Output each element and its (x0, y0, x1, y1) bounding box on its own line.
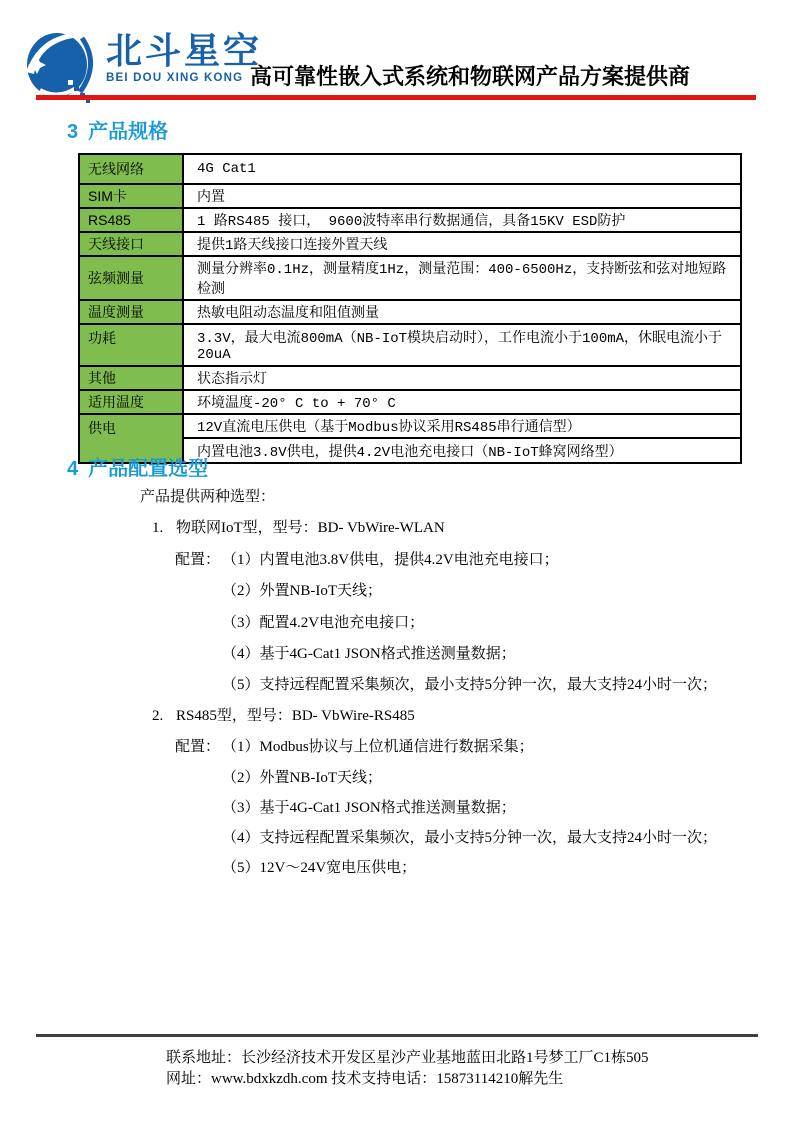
header-red-divider (36, 95, 756, 100)
table-row (79, 232, 741, 256)
table-row (79, 184, 741, 208)
spec-label: 温度测量 (79, 300, 183, 324)
spec-table (78, 153, 742, 464)
option-2-title: RS485型，型号：BD- VbWire-RS485 (176, 708, 415, 724)
spec-value: 热敏电阻动态温度和阻值测量 (183, 300, 741, 324)
company-logo (24, 26, 262, 104)
table-row (79, 256, 741, 300)
config-item: （5）支持远程配置采集频次，最小支持5分钟一次，最大支持24小时一次； (222, 677, 718, 693)
spec-label: RS485 (79, 208, 183, 232)
footer-divider (36, 1034, 758, 1037)
config-item: （5）12V～24V宽电压供电； (222, 860, 417, 876)
section4-number: 4 (67, 458, 79, 480)
config-item: （3）配置4.2V电池充电接口； (222, 615, 425, 631)
option-1-index: 1. (152, 520, 164, 536)
table-row (79, 300, 741, 324)
logo-emblem-icon (24, 26, 100, 104)
section4-title: 产品配置选型 (88, 458, 209, 480)
table-row (79, 366, 741, 390)
config-label: 配置： (175, 739, 221, 755)
config-item: （1）内置电池3.8V供电，提供4.2V电池充电接口； (222, 552, 559, 568)
section4-heading (67, 452, 208, 481)
section3-heading (67, 115, 168, 144)
spec-value: 4G Cat1 (183, 154, 741, 184)
section3-number: 3 (67, 121, 79, 143)
table-row (79, 208, 741, 232)
config-item: （3）基于4G-Cat1 JSON格式推送测量数据； (222, 800, 516, 816)
config-item: （2）外置NB-IoT天线； (222, 770, 382, 786)
table-row (79, 324, 741, 366)
spec-label: 供电 (79, 414, 183, 463)
spec-label: 功耗 (79, 324, 183, 366)
table-row (79, 154, 741, 184)
section3-title: 产品规格 (88, 121, 169, 143)
footer-contact: 网址：www.bdxkzdh.com 技术支持电话：15873114210解先生 (166, 1071, 564, 1087)
logo-cn-name: 北斗星空 (106, 30, 263, 71)
config-label: 配置： (175, 552, 221, 568)
spec-value: 12V直流电压供电（基于Modbus协议采用RS485串行通信型） (183, 414, 741, 438)
spec-value: 环境温度-20° C to + 70° C (183, 390, 741, 414)
config-item: （2）外置NB-IoT天线； (222, 583, 382, 599)
spec-value: 3.3V，最大电流800mA（NB-IoT模块启动时），工作电流小于100mA，休眠电流小于20uA (183, 324, 741, 366)
spec-label: 适用温度 (79, 390, 183, 414)
option-2-index: 2. (152, 708, 164, 724)
spec-label: 其他 (79, 366, 183, 390)
spec-label: SIM卡 (79, 184, 183, 208)
spec-value: 提供1路天线接口连接外置天线 (183, 232, 741, 256)
spec-value: 测量分辨率0.1Hz，测量精度1Hz，测量范围：400-6500Hz，支持断弦和弦对地短路检测 (183, 256, 741, 300)
config-item: （4）基于4G-Cat1 JSON格式推送测量数据； (222, 646, 516, 662)
option-1-title: 物联网IoT型，型号：BD- VbWire-WLAN (176, 520, 445, 536)
spec-value: 1 路RS485 接口， 9600波特率串行数据通信，具备15KV ESD防护 (183, 208, 741, 232)
table-row (79, 390, 741, 414)
spec-value: 内置电池3.8V供电，提供4.2V电池充电接口（NB-IoT蜂窝网络型） (183, 438, 741, 463)
logo-text (106, 32, 262, 84)
options-intro: 产品提供两种选型： (140, 489, 276, 505)
config-item: （1）Modbus协议与上位机通信进行数据采集； (222, 739, 534, 755)
config-item: （4）支持远程配置采集频次，最小支持5分钟一次，最大支持24小时一次； (222, 830, 718, 846)
spec-label: 无线网络 (79, 154, 183, 184)
spec-label: 弦频测量 (79, 256, 183, 300)
spec-value: 内置 (183, 184, 741, 208)
spec-label: 天线接口 (79, 232, 183, 256)
footer-address: 联系地址：长沙经济技术开发区星沙产业基地蓝田北路1号梦工厂C1栋505 (166, 1050, 649, 1066)
spec-value: 状态指示灯 (183, 366, 741, 390)
logo-en-name: BEI DOU XING KONG (106, 71, 244, 84)
table-row (79, 414, 741, 438)
company-tagline: 高可靠性嵌入式系统和物联网产品方案提供商 (250, 64, 691, 89)
